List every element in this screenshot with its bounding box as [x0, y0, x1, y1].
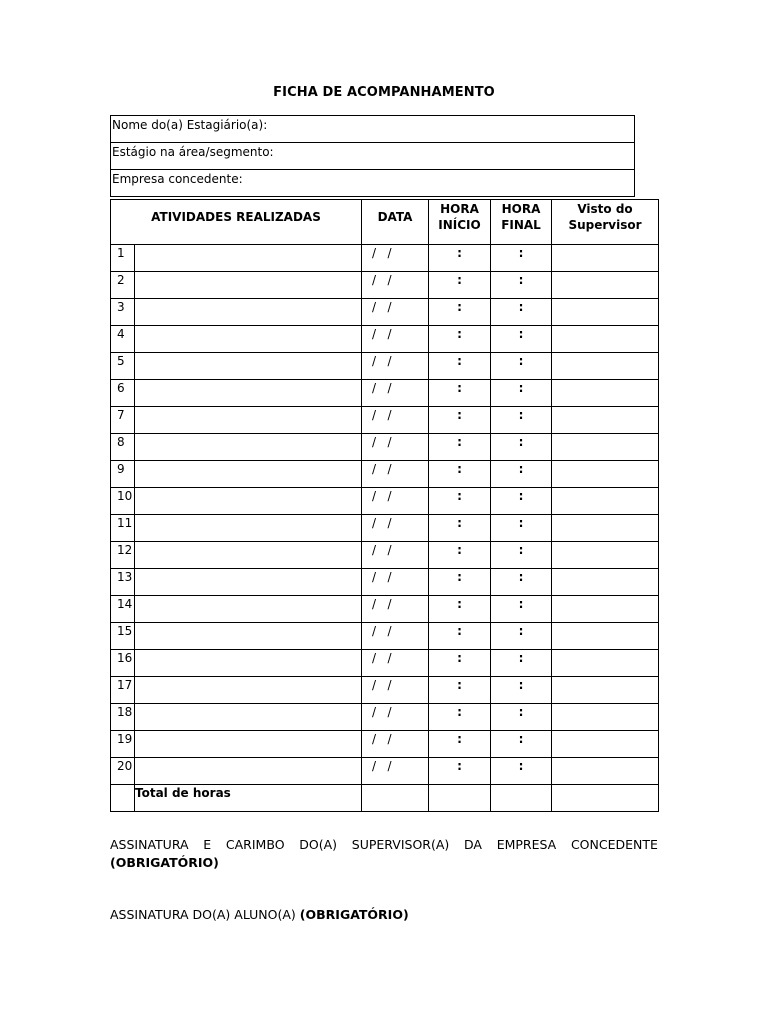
- end-time-cell[interactable]: :: [491, 731, 552, 758]
- activity-row: [111, 704, 659, 731]
- activity-cell[interactable]: [135, 542, 362, 569]
- end-time-cell[interactable]: :: [491, 326, 552, 353]
- date-cell[interactable]: / /: [362, 488, 429, 515]
- supervisor-visto-cell[interactable]: [552, 245, 659, 272]
- activity-row: [111, 407, 659, 434]
- supervisor-visto-cell[interactable]: [552, 353, 659, 380]
- end-time-cell[interactable]: :: [491, 245, 552, 272]
- activity-row: [111, 515, 659, 542]
- row-number: 10: [111, 488, 135, 515]
- activity-row: [111, 542, 659, 569]
- start-time-cell[interactable]: :: [429, 353, 491, 380]
- date-cell[interactable]: / /: [362, 326, 429, 353]
- supervisor-visto-cell[interactable]: [552, 407, 659, 434]
- date-cell[interactable]: / /: [362, 461, 429, 488]
- row-number: 20: [111, 758, 135, 785]
- activities-table-header: [111, 200, 659, 245]
- start-time-cell[interactable]: :: [429, 461, 491, 488]
- row-number: 12: [111, 542, 135, 569]
- total-end-cell: [491, 785, 552, 812]
- header-date: DATA: [362, 200, 429, 245]
- activity-row: [111, 272, 659, 299]
- row-number: 19: [111, 731, 135, 758]
- activity-cell[interactable]: [135, 353, 362, 380]
- row-number: 18: [111, 704, 135, 731]
- date-cell[interactable]: / /: [362, 542, 429, 569]
- activity-row: [111, 299, 659, 326]
- row-number: 2: [111, 272, 135, 299]
- row-number: 16: [111, 650, 135, 677]
- activity-row: [111, 623, 659, 650]
- date-cell[interactable]: / /: [362, 434, 429, 461]
- end-time-cell[interactable]: :: [491, 299, 552, 326]
- start-time-cell[interactable]: :: [429, 326, 491, 353]
- end-time-cell[interactable]: :: [491, 272, 552, 299]
- header-end-time-line1: HORA: [501, 202, 541, 216]
- page-title: FICHA DE ACOMPANHAMENTO: [273, 85, 495, 100]
- supervisor-signature-word: DO(A): [299, 837, 338, 852]
- supervisor-visto-cell[interactable]: [552, 623, 659, 650]
- activity-cell[interactable]: [135, 434, 362, 461]
- header-activities: ATIVIDADES REALIZADAS: [111, 200, 362, 245]
- company-field[interactable]: Empresa concedente:: [111, 170, 635, 197]
- end-time-cell[interactable]: :: [491, 623, 552, 650]
- end-time-cell[interactable]: :: [491, 596, 552, 623]
- supervisor-visto-cell[interactable]: [552, 704, 659, 731]
- start-time-cell[interactable]: :: [429, 245, 491, 272]
- supervisor-visto-cell[interactable]: [552, 461, 659, 488]
- row-number: 15: [111, 623, 135, 650]
- supervisor-visto-cell[interactable]: [552, 488, 659, 515]
- end-time-cell[interactable]: :: [491, 515, 552, 542]
- activity-cell[interactable]: [135, 488, 362, 515]
- activity-cell[interactable]: [135, 461, 362, 488]
- activity-cell[interactable]: [135, 596, 362, 623]
- supervisor-signature-word: ASSINATURA: [110, 837, 189, 852]
- row-number: 6: [111, 380, 135, 407]
- supervisor-visto-cell[interactable]: [552, 515, 659, 542]
- supervisor-required-label: (OBRIGATÓRIO): [110, 855, 219, 870]
- date-cell[interactable]: / /: [362, 569, 429, 596]
- supervisor-visto-cell[interactable]: [552, 731, 659, 758]
- intern-name-field[interactable]: Nome do(a) Estagiário(a):: [111, 116, 635, 143]
- activity-cell[interactable]: [135, 569, 362, 596]
- supervisor-visto-cell[interactable]: [552, 677, 659, 704]
- end-time-cell[interactable]: :: [491, 380, 552, 407]
- end-time-cell[interactable]: :: [491, 704, 552, 731]
- start-time-cell[interactable]: :: [429, 677, 491, 704]
- supervisor-visto-cell[interactable]: [552, 596, 659, 623]
- total-visto-cell: [552, 785, 659, 812]
- end-time-cell[interactable]: :: [491, 758, 552, 785]
- supervisor-signature-word: SUPERVISOR(A): [351, 837, 450, 852]
- date-cell[interactable]: / /: [362, 704, 429, 731]
- date-cell[interactable]: / /: [362, 623, 429, 650]
- supervisor-signature-word: CONCEDENTE: [570, 837, 658, 852]
- start-time-cell[interactable]: :: [429, 515, 491, 542]
- supervisor-visto-cell[interactable]: [552, 380, 659, 407]
- activity-row: [111, 650, 659, 677]
- end-time-cell[interactable]: :: [491, 488, 552, 515]
- start-time-cell[interactable]: :: [429, 380, 491, 407]
- activity-row: [111, 245, 659, 272]
- end-time-cell[interactable]: :: [491, 434, 552, 461]
- row-number: 11: [111, 515, 135, 542]
- date-cell[interactable]: / /: [362, 596, 429, 623]
- activity-row: [111, 461, 659, 488]
- date-cell[interactable]: / /: [362, 353, 429, 380]
- activity-row: [111, 731, 659, 758]
- total-date-cell: [362, 785, 429, 812]
- row-number: 5: [111, 353, 135, 380]
- row-number: 7: [111, 407, 135, 434]
- internship-area-field[interactable]: Estágio na área/segmento:: [111, 143, 635, 170]
- end-time-cell[interactable]: :: [491, 650, 552, 677]
- date-cell[interactable]: / /: [362, 407, 429, 434]
- start-time-cell[interactable]: :: [429, 650, 491, 677]
- date-cell[interactable]: / /: [362, 650, 429, 677]
- end-time-cell[interactable]: :: [491, 461, 552, 488]
- supervisor-visto-cell[interactable]: [552, 569, 659, 596]
- activity-cell[interactable]: [135, 515, 362, 542]
- start-time-cell[interactable]: :: [429, 731, 491, 758]
- row-number: 1: [111, 245, 135, 272]
- supervisor-visto-cell[interactable]: [552, 272, 659, 299]
- activity-cell[interactable]: [135, 299, 362, 326]
- supervisor-signature-word: E: [203, 837, 212, 852]
- supervisor-visto-cell[interactable]: [552, 650, 659, 677]
- supervisor-visto-cell[interactable]: [552, 299, 659, 326]
- row-number: 14: [111, 596, 135, 623]
- end-time-cell[interactable]: :: [491, 677, 552, 704]
- activity-row: [111, 758, 659, 785]
- end-time-cell[interactable]: :: [491, 542, 552, 569]
- supervisor-visto-cell[interactable]: [552, 758, 659, 785]
- header-end-time-line2: FINAL: [501, 218, 541, 232]
- supervisor-signature-word: DA: [464, 837, 482, 852]
- start-time-cell[interactable]: :: [429, 272, 491, 299]
- row-number: 9: [111, 461, 135, 488]
- activity-row: [111, 353, 659, 380]
- start-time-cell[interactable]: :: [429, 623, 491, 650]
- start-time-cell[interactable]: :: [429, 569, 491, 596]
- student-signature-block: [110, 906, 409, 924]
- activity-cell[interactable]: [135, 731, 362, 758]
- activity-row: [111, 677, 659, 704]
- activity-row: [111, 434, 659, 461]
- start-time-cell[interactable]: :: [429, 299, 491, 326]
- activity-cell[interactable]: [135, 407, 362, 434]
- header-start-time-line1: HORA: [440, 202, 479, 216]
- date-cell[interactable]: / /: [362, 731, 429, 758]
- activity-cell[interactable]: [135, 650, 362, 677]
- supervisor-visto-cell[interactable]: [552, 542, 659, 569]
- activity-cell[interactable]: [135, 758, 362, 785]
- date-cell[interactable]: / /: [362, 245, 429, 272]
- total-start-cell: [429, 785, 491, 812]
- start-time-cell[interactable]: :: [429, 758, 491, 785]
- activity-row: [111, 380, 659, 407]
- date-cell[interactable]: / /: [362, 677, 429, 704]
- total-row-blank: [111, 785, 135, 812]
- start-time-cell[interactable]: :: [429, 407, 491, 434]
- date-cell[interactable]: / /: [362, 272, 429, 299]
- activity-row: [111, 596, 659, 623]
- header-start-time-line2: INÍCIO: [438, 218, 481, 232]
- end-time-cell[interactable]: :: [491, 353, 552, 380]
- supervisor-visto-cell[interactable]: [552, 326, 659, 353]
- end-time-cell[interactable]: :: [491, 569, 552, 596]
- header-end-time: [491, 200, 552, 245]
- supervisor-signature-text: [110, 836, 658, 854]
- total-hours-row: [111, 785, 659, 812]
- header-visto-line1: Visto do: [577, 202, 633, 216]
- activities-table: [110, 199, 659, 812]
- end-time-cell[interactable]: :: [491, 407, 552, 434]
- supervisor-signature-word: EMPRESA: [496, 837, 557, 852]
- supervisor-signature-block: [110, 836, 658, 872]
- row-number: 4: [111, 326, 135, 353]
- date-cell[interactable]: / /: [362, 758, 429, 785]
- student-signature-text: ASSINATURA DO(A) ALUNO(A): [110, 907, 296, 922]
- header-visto-line2: Supervisor: [568, 218, 642, 232]
- student-info-table: [110, 115, 635, 197]
- student-required-label: (OBRIGATÓRIO): [299, 907, 409, 922]
- date-cell[interactable]: / /: [362, 299, 429, 326]
- total-hours-label: Total de horas: [135, 785, 362, 812]
- start-time-cell[interactable]: :: [429, 704, 491, 731]
- activity-cell[interactable]: [135, 272, 362, 299]
- activity-rows: [111, 245, 659, 785]
- header-start-time: [429, 200, 491, 245]
- row-number: 17: [111, 677, 135, 704]
- activity-cell[interactable]: [135, 380, 362, 407]
- header-supervisor-visto: [552, 200, 659, 245]
- date-cell[interactable]: / /: [362, 380, 429, 407]
- supervisor-signature-word: CARIMBO: [225, 837, 285, 852]
- supervisor-visto-cell[interactable]: [552, 434, 659, 461]
- row-number: 3: [111, 299, 135, 326]
- activity-cell[interactable]: [135, 245, 362, 272]
- start-time-cell[interactable]: :: [429, 488, 491, 515]
- date-cell[interactable]: / /: [362, 515, 429, 542]
- activity-row: [111, 569, 659, 596]
- activity-cell[interactable]: [135, 326, 362, 353]
- activity-cell[interactable]: [135, 677, 362, 704]
- start-time-cell[interactable]: :: [429, 542, 491, 569]
- start-time-cell[interactable]: :: [429, 596, 491, 623]
- row-number: 13: [111, 569, 135, 596]
- activity-row: [111, 326, 659, 353]
- start-time-cell[interactable]: :: [429, 434, 491, 461]
- activity-cell[interactable]: [135, 623, 362, 650]
- activity-row: [111, 488, 659, 515]
- activity-cell[interactable]: [135, 704, 362, 731]
- row-number: 8: [111, 434, 135, 461]
